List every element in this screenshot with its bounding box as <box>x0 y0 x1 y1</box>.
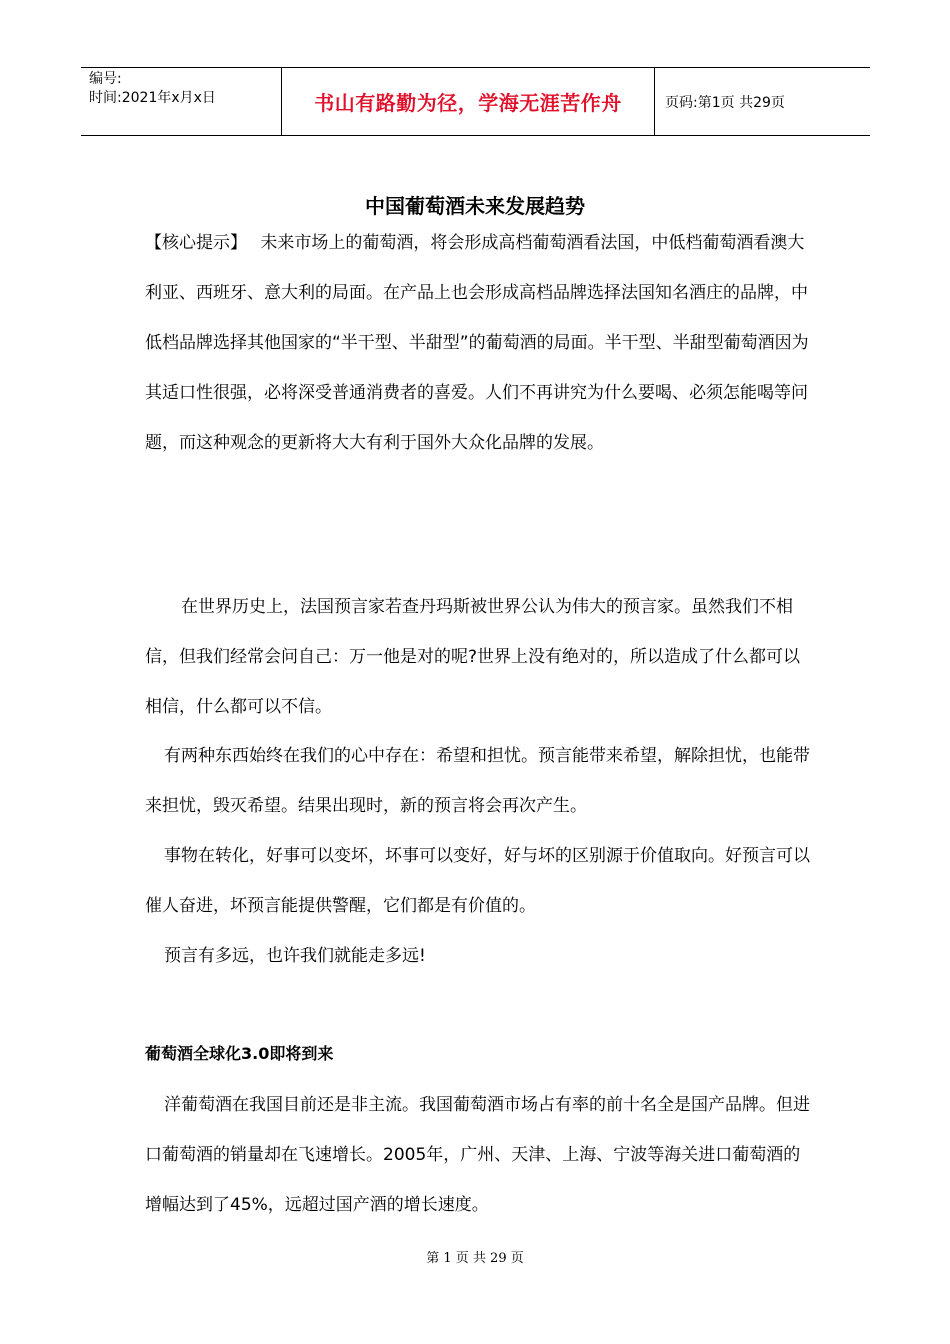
document-title: 中国葡萄酒未来发展趋势 <box>365 194 585 218</box>
body-paragraph-1: 在世界历史上，法国预言家若查丹玛斯被世界公认为伟大的预言家。虽然我们不相信，但我们经常会问自己：万一他是对的呢?世界上没有绝对的，所以造成了什么都可以相信，什么都可以不信。 <box>145 597 801 717</box>
header-meta <box>81 68 281 135</box>
summary-label: 【核心提示】 <box>145 233 247 253</box>
body-paragraph-3: 事物在转化，好事可以变坏，坏事可以变好，好与坏的区别源于价值取向。好预言可以催人奋进，坏预言能提供警醒，它们都是有价值的。 <box>145 846 810 916</box>
section-heading: 葡萄酒全球化3.0即将到来 <box>145 1044 334 1063</box>
body-paragraph-4: 预言有多远，也许我们就能走多远! <box>164 946 426 966</box>
page-header <box>81 67 870 136</box>
body-paragraph-5: 洋葡萄酒在我国目前还是非主流。我国葡萄酒市场占有率的前十名全是国产品牌。但进口葡萄酒的销量却在飞速增长。2005年，广州、天津、上海、宁波等海关进口葡萄酒的增幅达到了45%，远超过国产酒的增长速度。 <box>145 1095 810 1215</box>
page-footer: 第 1 页 共 29 页 <box>426 1251 524 1266</box>
header-page-info: 页码:第1页 共29页 <box>665 94 785 111</box>
header-motto: 书山有路勤为径，学海无涯苦作舟 <box>281 68 655 135</box>
summary-text: 未来市场上的葡萄酒，将会形成高档葡萄酒看法国，中低档葡萄酒看澳大利亚、西班牙、意大利的局面。在产品上也会形成高档品牌选择法国知名酒庄的品牌，中低档品牌选择其他国家的“半干型、半甜型”的葡萄酒的局面。半干型、半甜型葡萄酒因为其适口性很强，必将深受普通消费者的喜爱。人们不再讲究为什么要喝、必须怎能喝等问题，而这种观念的更新将大大有利于国外大众化品牌的发展。 <box>145 233 809 453</box>
body-paragraph-2: 有两种东西始终在我们的心中存在：希望和担忧。预言能带来希望，解除担忧，也能带来担忧，毁灭希望。结果出现时，新的预言将会再次产生。 <box>145 746 810 816</box>
document-time-label: 时间:2021年x月x日 <box>89 90 216 106</box>
summary-paragraph <box>145 218 815 468</box>
document-number-label: 编号: <box>89 71 122 87</box>
